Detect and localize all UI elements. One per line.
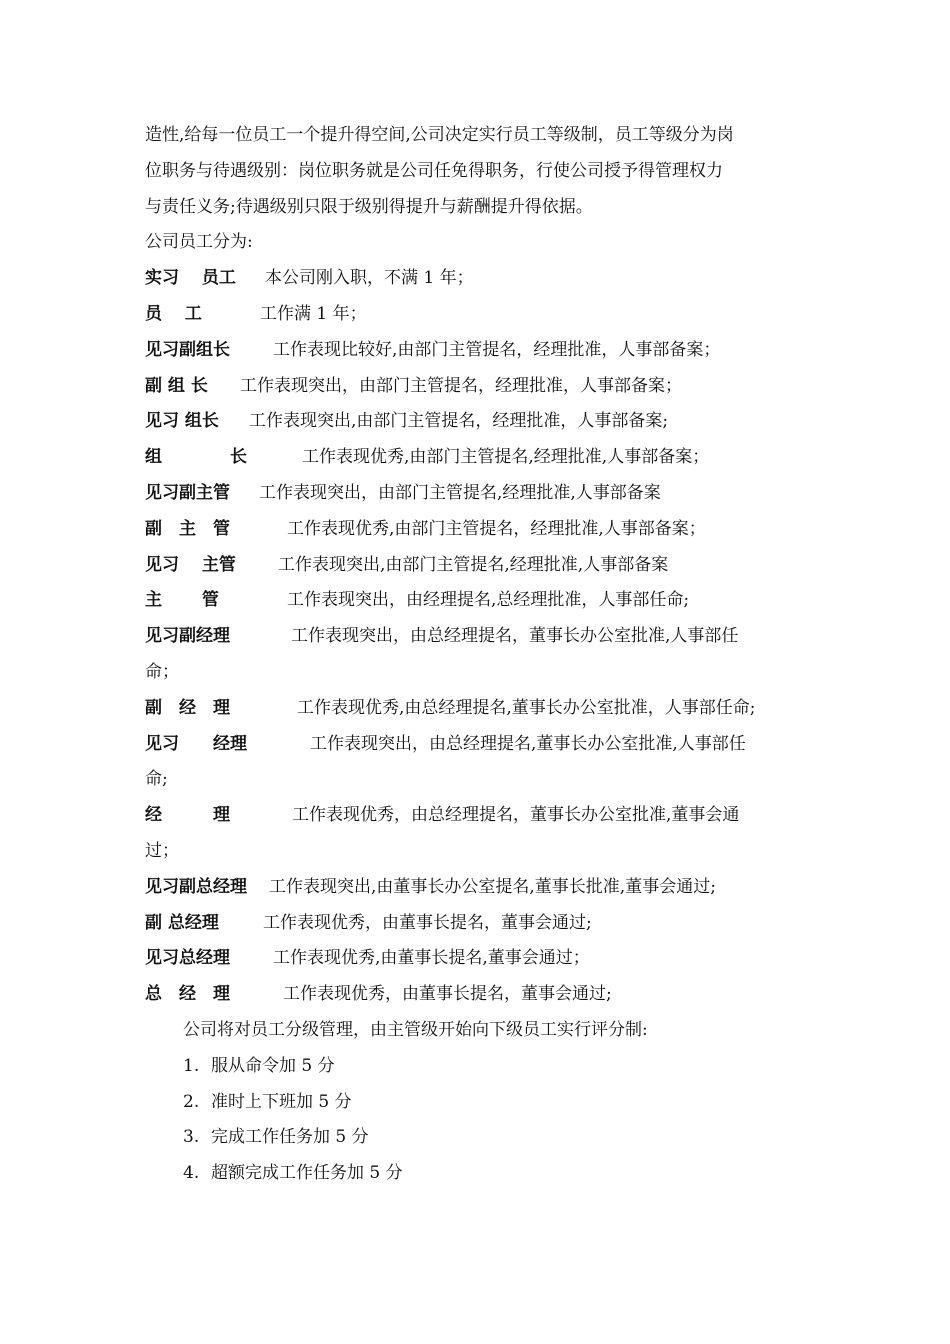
level-desc: 工作表现突出，由部门主管提名,经理批准,人事部备案 bbox=[259, 482, 661, 503]
level-desc: 工作表现优秀，由董事长提名，董事会通过; bbox=[263, 912, 592, 933]
level-term: 主 管 bbox=[145, 590, 219, 611]
level-row bbox=[145, 548, 813, 584]
level-desc: 工作表现突出，由部门主管提名，经理批准，人事部备案； bbox=[240, 375, 682, 396]
level-term: 经 理 bbox=[145, 805, 230, 826]
level-term: 组 长 bbox=[145, 447, 247, 468]
intro-line-2: 位职务与待遇级别：岗位职务就是公司任免得职务，行使公司授予得管理权力 bbox=[145, 160, 723, 181]
level-desc: 工作表现优秀,由董事长提名,董事会通过； bbox=[273, 948, 590, 969]
list-item-text: 准时上下班加 5 分 bbox=[211, 1091, 352, 1112]
level-row bbox=[145, 870, 813, 906]
level-term: 副 主 管 bbox=[145, 518, 230, 539]
scoring-list bbox=[145, 1049, 813, 1192]
list-item-number: 4. bbox=[183, 1163, 200, 1184]
intro-line-3: 与责任义务;待遇级别只限于级别得提升与薪酬提升得依据。 bbox=[145, 196, 593, 217]
list-item bbox=[183, 1156, 813, 1192]
level-row bbox=[145, 512, 813, 548]
level-desc: 工作表现优秀,由部门主管提名，经理批准,人事部备案； bbox=[287, 518, 706, 539]
level-desc: 工作表现比较好,由部门主管提名，经理批准，人事部备案； bbox=[273, 339, 721, 360]
level-row bbox=[145, 583, 813, 619]
list-item-number: 3. bbox=[183, 1127, 200, 1148]
level-desc: 工作表现突出，由总经理提名,董事长办公室批准,人事部任 bbox=[310, 733, 746, 754]
level-term: 见习总经理 bbox=[145, 948, 230, 969]
level-desc: 本公司刚入职，不满 1 年； bbox=[265, 268, 474, 289]
level-desc: 工作表现优秀，由总经理提名，董事长办公室批准,董事会通 bbox=[292, 805, 740, 826]
level-desc-continued: 过； bbox=[145, 840, 179, 861]
level-row bbox=[145, 440, 813, 476]
document-page bbox=[145, 118, 813, 1192]
level-term: 副 组 长 bbox=[145, 375, 208, 396]
level-term: 见习 主管 bbox=[145, 554, 236, 575]
level-desc: 工作表现突出，由经理提名,总经理批准，人事部任命; bbox=[287, 590, 690, 611]
list-item bbox=[183, 1049, 813, 1085]
level-row bbox=[145, 369, 813, 405]
list-item-number: 2. bbox=[183, 1091, 200, 1112]
level-term: 见习副主管 bbox=[145, 482, 230, 503]
level-desc: 工作表现突出,由部门主管提名，经理批准，人事部备案; bbox=[249, 411, 669, 432]
level-term: 见习副经理 bbox=[145, 626, 230, 647]
list-item-text: 完成工作任务加 5 分 bbox=[211, 1127, 369, 1148]
level-term: 见习副总经理 bbox=[145, 876, 247, 897]
level-row bbox=[145, 727, 813, 763]
level-row bbox=[145, 476, 813, 512]
level-term: 副 经 理 bbox=[145, 697, 230, 718]
level-term: 见习 组长 bbox=[145, 411, 219, 432]
level-row bbox=[145, 906, 813, 942]
level-term: 员 工 bbox=[145, 303, 202, 324]
level-term: 见习 经理 bbox=[145, 733, 247, 754]
level-row bbox=[145, 619, 813, 655]
scoring-intro: 公司将对员工分级管理，由主管级开始向下级员工实行评分制: bbox=[183, 1019, 648, 1040]
level-desc: 工作表现优秀，由董事长提名，董事会通过; bbox=[283, 984, 612, 1005]
level-row bbox=[145, 977, 813, 1013]
level-term: 见习副组长 bbox=[145, 339, 230, 360]
level-term: 副 总经理 bbox=[145, 912, 219, 933]
intro-line-1: 造性,给每一位员工一个提升得空间,公司决定实行员工等级制，员工等级分为岗 bbox=[145, 125, 734, 145]
list-item-text: 服从命令加 5 分 bbox=[211, 1055, 335, 1076]
list-item-number: 1. bbox=[183, 1055, 200, 1076]
level-row bbox=[145, 297, 813, 333]
level-desc: 工作表现优秀,由总经理提名,董事长办公室批准，人事部任命; bbox=[297, 697, 756, 718]
level-desc: 工作满 1 年； bbox=[260, 303, 367, 324]
list-item-text: 超额完成工作任务加 5 分 bbox=[211, 1163, 403, 1184]
intro-line-4: 公司员工分为: bbox=[145, 232, 253, 253]
level-row bbox=[145, 941, 813, 977]
level-row bbox=[145, 691, 813, 727]
level-desc-continued: 命； bbox=[145, 661, 179, 682]
list-item bbox=[183, 1120, 813, 1156]
level-term: 总 经 理 bbox=[145, 984, 230, 1005]
level-desc: 工作表现优秀,由部门主管提名,经理批准,人事部备案； bbox=[302, 447, 710, 468]
list-item bbox=[183, 1085, 813, 1121]
level-desc: 工作表现突出,由部门主管提名,经理批准,人事部备案 bbox=[278, 554, 669, 575]
level-row bbox=[145, 798, 813, 834]
level-desc: 工作表现突出,由董事长办公室提名,董事长批准,董事会通过; bbox=[269, 876, 716, 897]
level-desc: 工作表现突出，由总经理提名，董事长办公室批准,人事部任 bbox=[291, 626, 739, 647]
level-row bbox=[145, 261, 813, 297]
level-row bbox=[145, 404, 813, 440]
level-row bbox=[145, 333, 813, 369]
level-term: 实习 员工 bbox=[145, 268, 236, 289]
level-desc-continued: 命; bbox=[145, 769, 168, 790]
